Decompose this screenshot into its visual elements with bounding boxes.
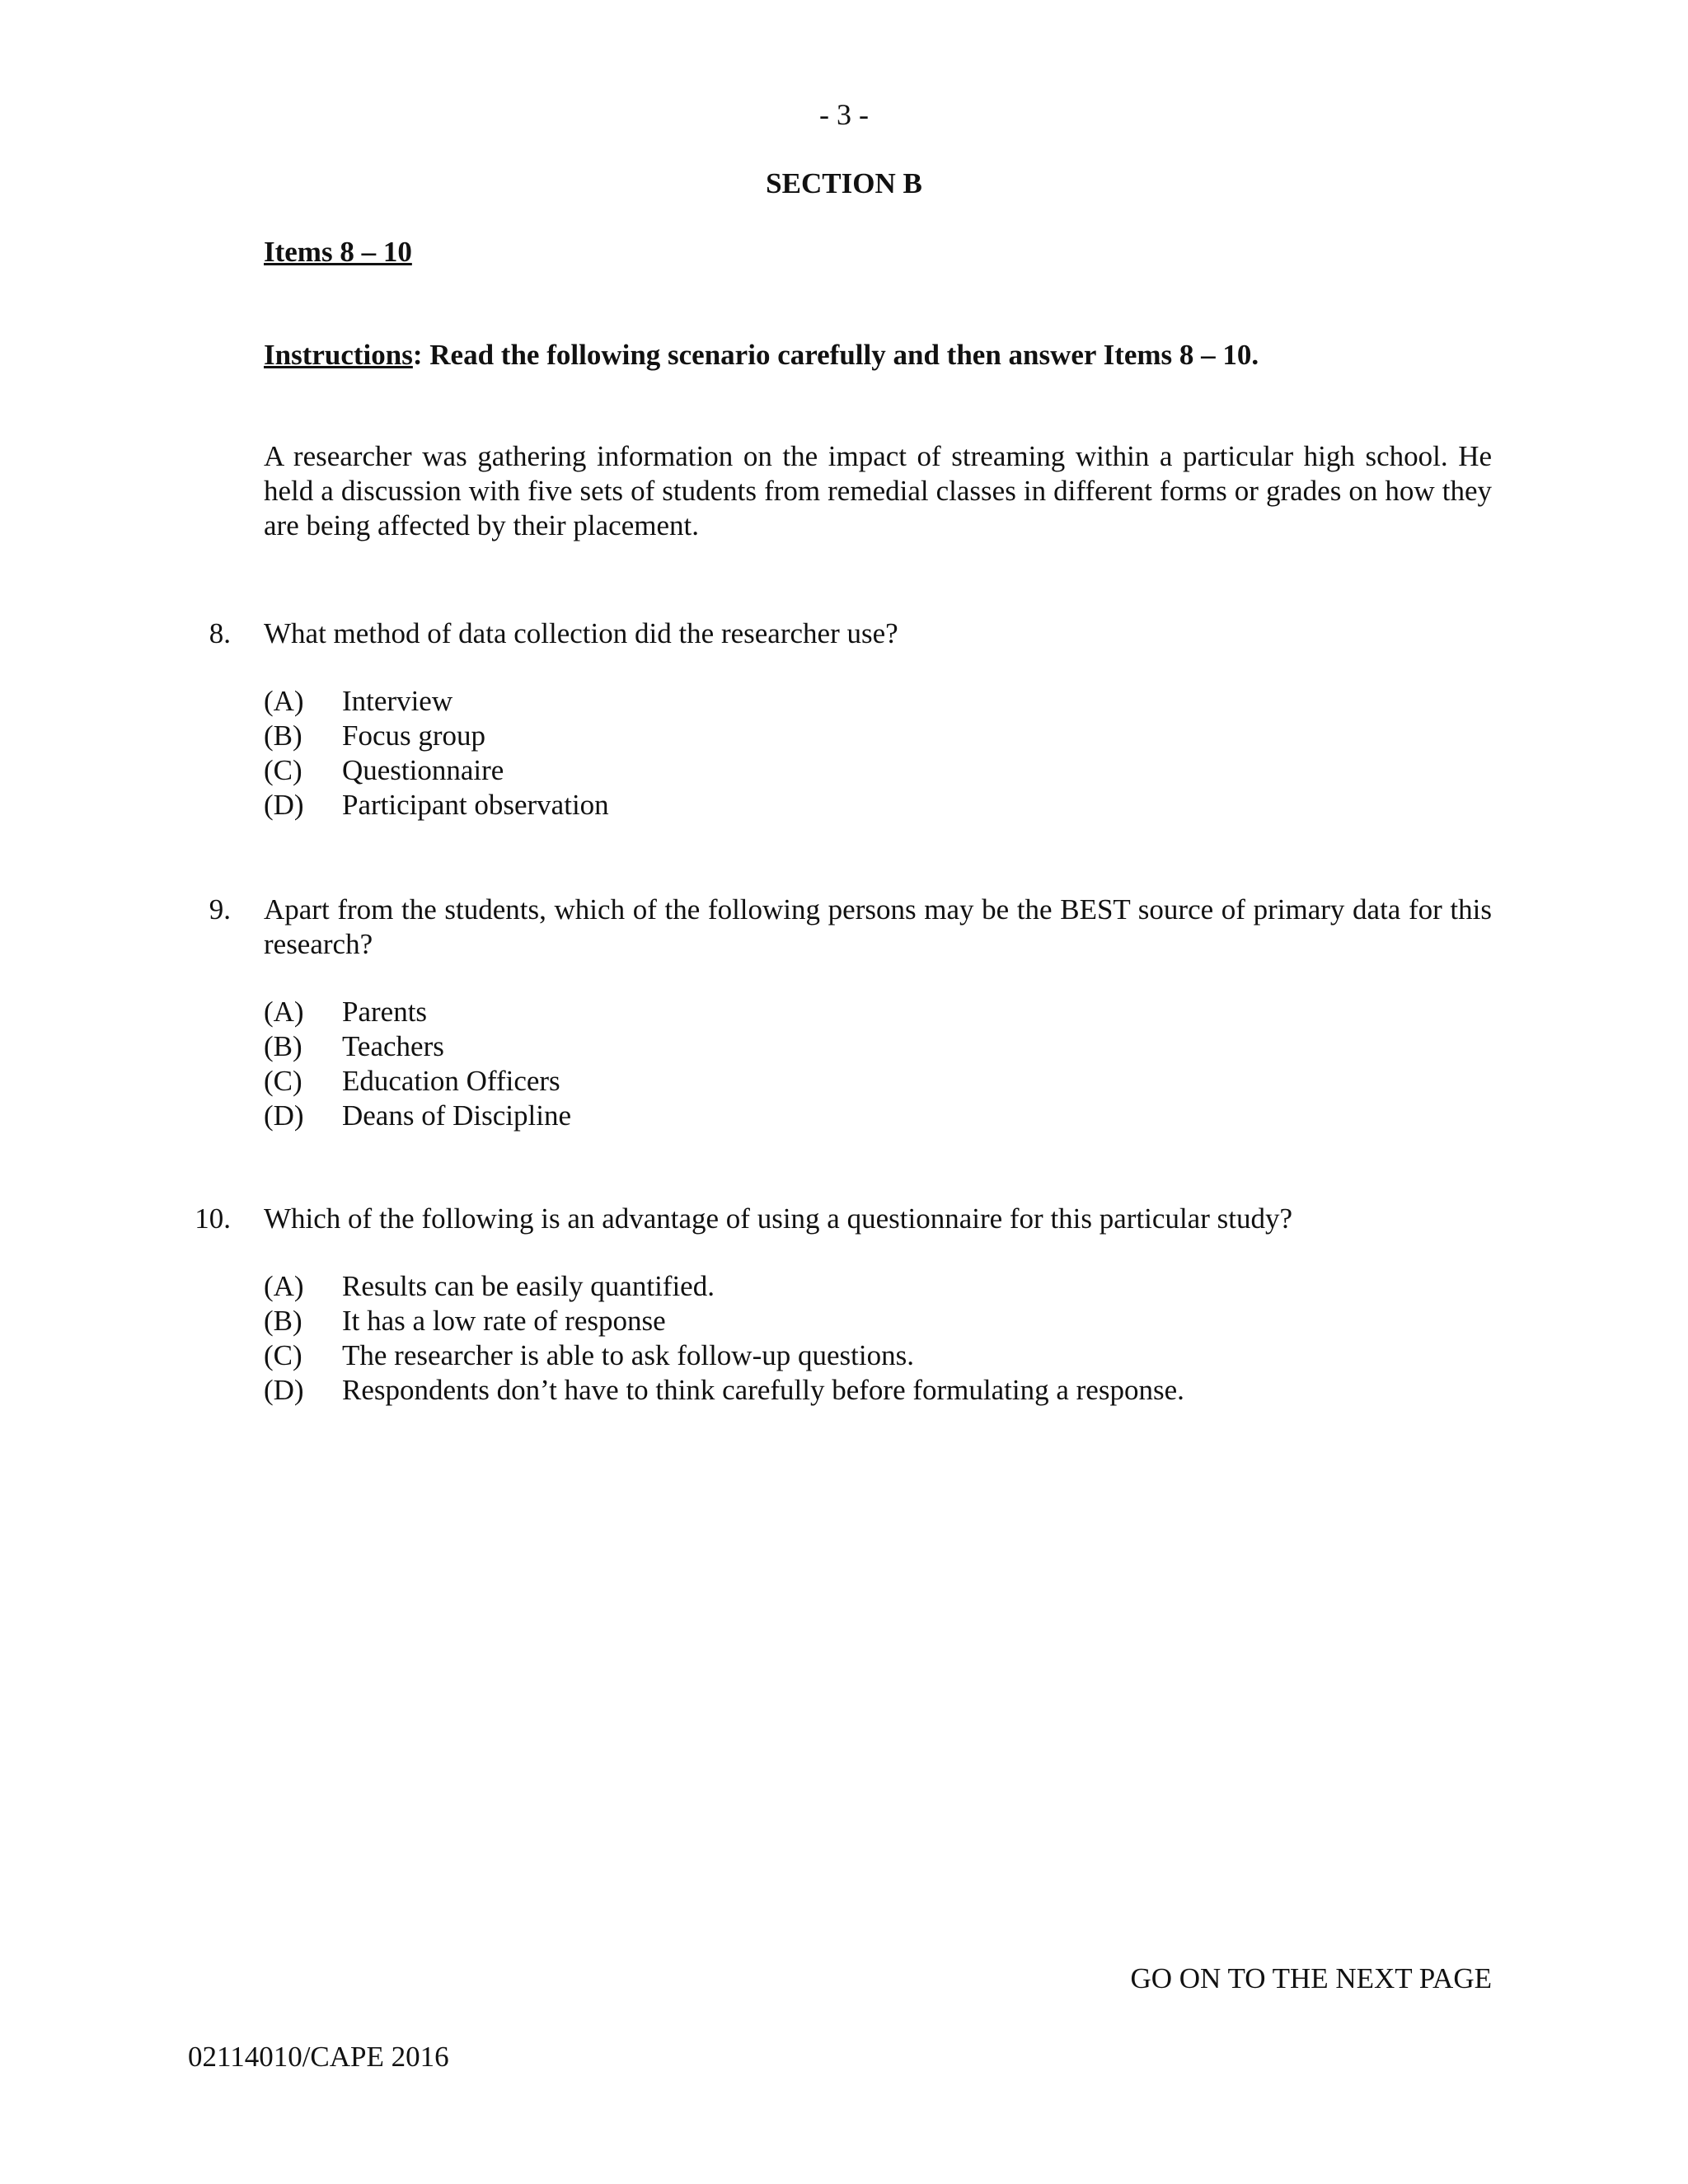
option-a — [264, 684, 1492, 719]
page-number: - 3 - — [819, 98, 869, 131]
option-text: Education Officers — [342, 1065, 560, 1097]
question-8 — [165, 616, 1492, 823]
option-letter: (A) — [264, 685, 304, 717]
option-text: Questionnaire — [342, 754, 504, 786]
option-b — [264, 1304, 1492, 1338]
instructions — [264, 338, 1259, 373]
option-text: Respondents don’t have to think carefully before formulating a response. — [342, 1374, 1184, 1406]
items-heading: Items 8 – 10 — [264, 236, 412, 268]
option-text: Interview — [342, 685, 453, 717]
option-letter: (A) — [264, 1270, 304, 1302]
option-letter: (C) — [264, 1339, 302, 1371]
option-a — [264, 995, 1492, 1029]
option-letter: (C) — [264, 754, 302, 786]
answer-options — [264, 684, 1492, 823]
option-text: Results can be easily quantified. — [342, 1270, 715, 1302]
option-d — [264, 1373, 1492, 1408]
instructions-text: : Read the following scenario carefully and then answer Items 8 – 10. — [412, 339, 1259, 371]
option-b — [264, 1029, 1492, 1064]
option-text: It has a low rate of response — [342, 1305, 666, 1337]
option-text: The researcher is able to ask follow-up questions. — [342, 1339, 914, 1371]
question-text: Which of the following is an advantage of using a questionnaire for this particular study? — [264, 1202, 1292, 1235]
question-number: 8. — [209, 617, 231, 649]
option-letter: (B) — [264, 1030, 302, 1062]
option-letter: (C) — [264, 1065, 302, 1097]
option-c — [264, 1338, 1492, 1373]
answer-options — [264, 995, 1492, 1133]
question-number: 10. — [195, 1202, 231, 1235]
option-d — [264, 1099, 1492, 1133]
option-letter: (B) — [264, 1305, 302, 1337]
section-title: SECTION B — [766, 167, 922, 199]
question-10 — [165, 1202, 1492, 1408]
question-number: 9. — [209, 893, 231, 926]
option-text: Participant observation — [342, 789, 609, 821]
question-text: Apart from the students, which of the following persons may be the BEST source of primary data for this research? — [264, 893, 1492, 960]
option-d — [264, 788, 1492, 823]
option-a — [264, 1269, 1492, 1304]
option-c — [264, 753, 1492, 788]
option-letter: (D) — [264, 1099, 304, 1132]
scenario-paragraph: A researcher was gathering information on the impact of streaming within a particular high school. He held a discussion with five sets of students from remedial classes in different forms or grades on how they are being affected by their placement. — [264, 440, 1492, 541]
option-text: Deans of Discipline — [342, 1099, 571, 1132]
option-letter: (A) — [264, 996, 304, 1028]
option-text: Teachers — [342, 1030, 444, 1062]
next-page-notice: GO ON TO THE NEXT PAGE — [1130, 1962, 1492, 1994]
option-b — [264, 719, 1492, 753]
option-c — [264, 1064, 1492, 1099]
option-text: Parents — [342, 996, 428, 1028]
question-text: What method of data collection did the researcher use? — [264, 617, 898, 649]
option-letter: (D) — [264, 789, 304, 821]
question-9 — [165, 893, 1492, 1133]
option-letter: (D) — [264, 1374, 304, 1406]
instructions-label: Instructions — [264, 339, 413, 371]
option-letter: (B) — [264, 719, 302, 752]
answer-options — [264, 1269, 1492, 1408]
option-text: Focus group — [342, 719, 486, 752]
paper-code: 02114010/CAPE 2016 — [188, 2041, 449, 2073]
